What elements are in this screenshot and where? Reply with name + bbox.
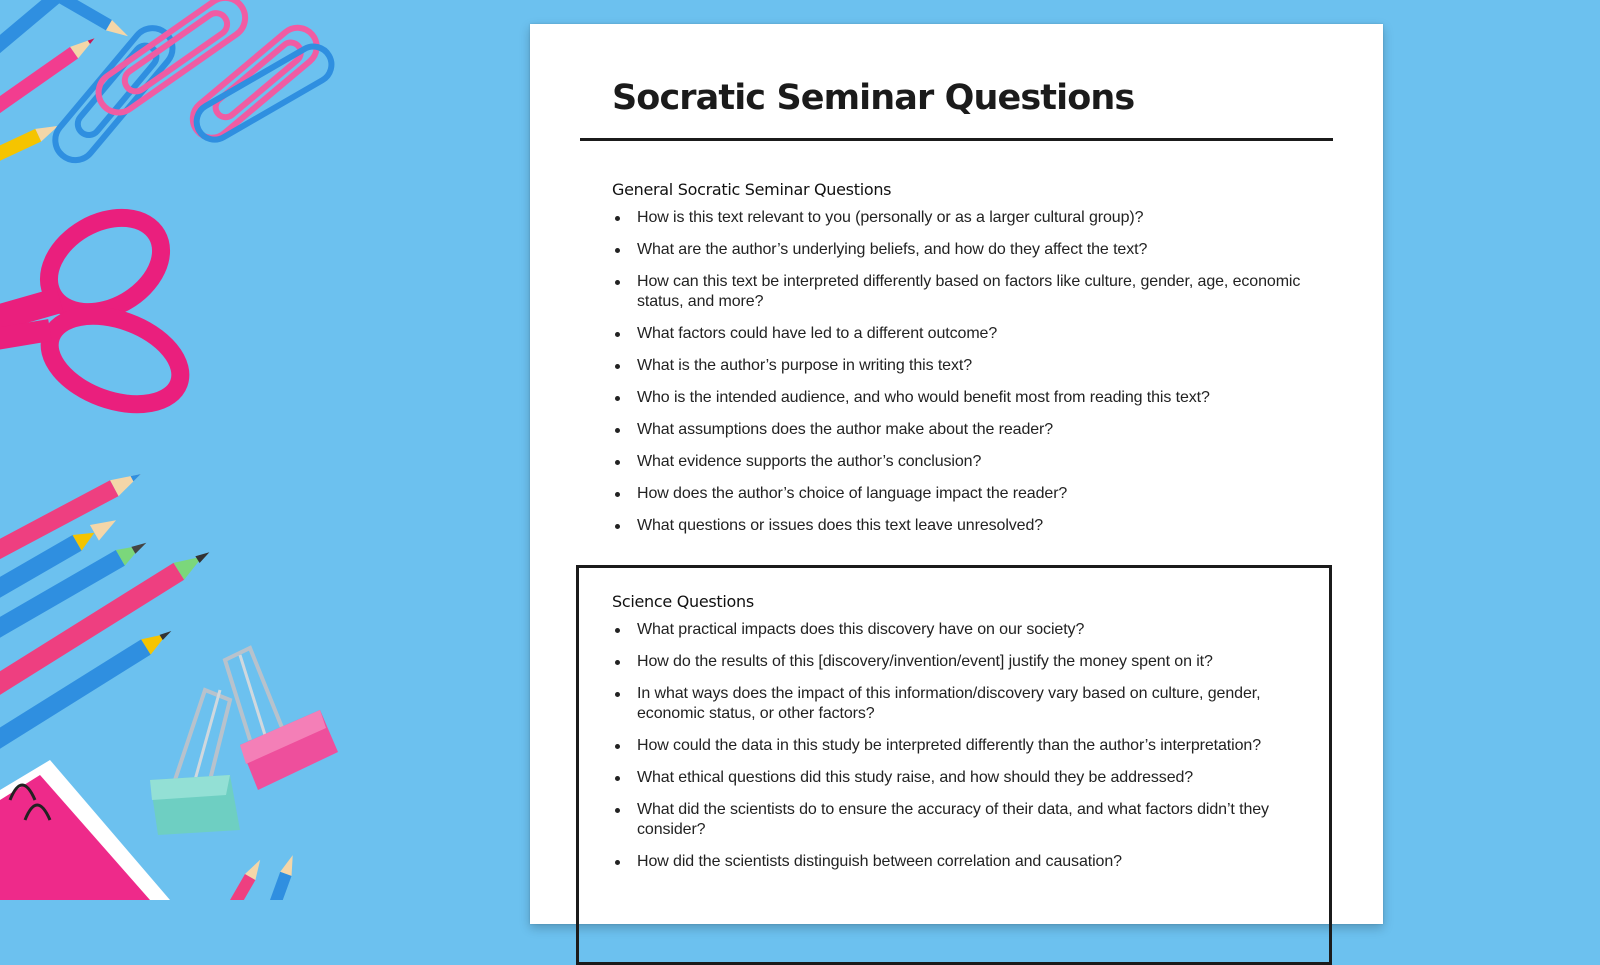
list-item [612,240,1312,260]
title-divider [580,138,1333,141]
question-text: What are the author’s underlying beliefs, and how do they affect the text? [637,241,1148,258]
list-item [612,768,1312,788]
bullet-icon [615,808,620,813]
list-item [612,800,1312,840]
list-item [612,420,1312,440]
question-list [612,620,1312,872]
section-heading: General Socratic Seminar Questions [612,180,892,199]
list-item [612,324,1312,344]
bullet-icon [615,628,620,633]
list-item [612,852,1312,872]
question-text: What is the author’s purpose in writing this text? [637,357,973,374]
question-text: What evidence supports the author’s conclusion? [637,453,982,470]
science-questions-section [612,592,1312,884]
bullet-icon [615,692,620,697]
bullet-icon [615,524,620,529]
question-text: How can this text be interpreted differently based on factors like culture, gender, age, economic status, and more? [637,273,1301,310]
bullet-icon [615,428,620,433]
question-text: What ethical questions did this study raise, and how should they be addressed? [637,769,1194,786]
section-heading: Science Questions [612,592,754,611]
notepad-icon [0,760,170,900]
question-text: What did the scientists do to ensure the accuracy of their data, and what factors didn’t they consider? [637,801,1269,838]
scissors-icon [0,199,193,421]
question-text: How is this text relevant to you (personally or as a larger cultural group)? [637,209,1144,226]
question-text: How does the author’s choice of language impact the reader? [637,485,1068,502]
list-item [612,272,1312,312]
general-questions-section [612,180,1312,548]
paper-clips-icon [47,0,338,168]
question-text: What questions or issues does this text leave unresolved? [637,517,1044,534]
list-item [612,356,1312,376]
bullet-icon [615,460,620,465]
list-item [612,684,1312,724]
bullet-icon [615,396,620,401]
list-item [612,736,1312,756]
list-item [612,388,1312,408]
binder-clips-icon [150,648,338,835]
question-text: How could the data in this study be interpreted differently than the author’s interpretation? [637,737,1261,754]
question-text: How did the scientists distinguish between correlation and causation? [637,853,1122,870]
list-item [612,452,1312,472]
bullet-icon [615,280,620,285]
bullet-icon [615,216,620,221]
list-item [612,516,1312,536]
bullet-icon [615,364,620,369]
question-text: In what ways does the impact of this information/discovery vary based on culture, gender, economic status, or other factors? [637,685,1261,722]
list-item [612,652,1312,672]
bullet-icon [615,860,620,865]
page-title: Socratic Seminar Questions [612,78,1135,118]
bullet-icon [615,744,620,749]
bullet-icon [615,660,620,665]
list-item [612,208,1312,228]
question-text: What assumptions does the author make about the reader? [637,421,1054,438]
question-text: How do the results of this [discovery/invention/event] justify the money spent on it? [637,653,1213,670]
question-list [612,208,1312,536]
bullet-icon [615,492,620,497]
question-text: Who is the intended audience, and who would benefit most from reading this text? [637,389,1210,406]
bullet-icon [615,248,620,253]
list-item [612,620,1312,640]
worksheet-paper [530,24,1383,924]
question-text: What practical impacts does this discovery have on our society? [637,621,1085,638]
desk-decorations [0,0,520,900]
bullet-icon [615,332,620,337]
bullet-icon [615,776,620,781]
question-text: What factors could have led to a different outcome? [637,325,998,342]
list-item [612,484,1312,504]
